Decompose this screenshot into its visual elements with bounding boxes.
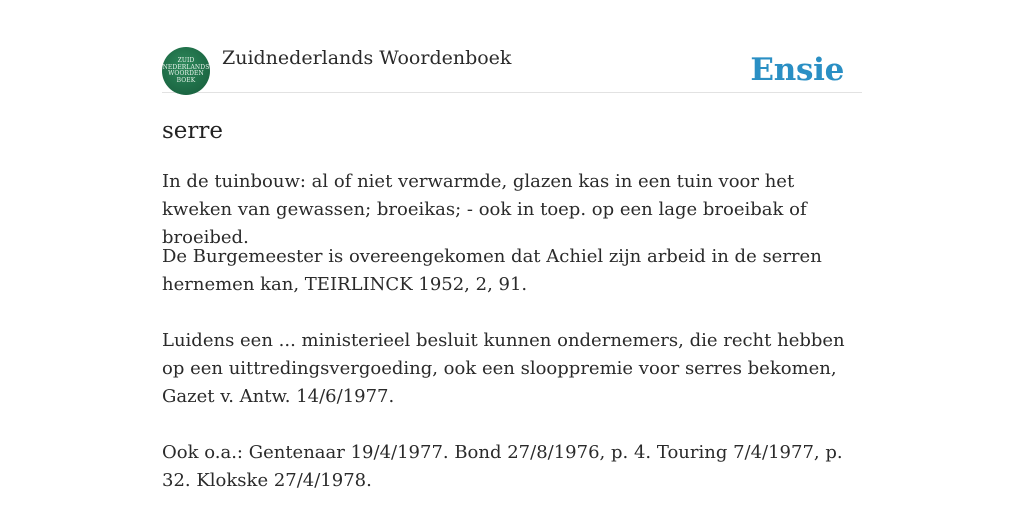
example-references: Ook o.a.: Gentenaar 19/4/1977. Bond 27/8/1976, p. 4. Touring 7/4/1977, p. 32. Klokske 27/4/1978. bbox=[162, 442, 843, 491]
ensie-brand-link[interactable]: Ensie bbox=[750, 52, 844, 88]
examples-section bbox=[162, 243, 862, 523]
definition-text: In de tuinbouw: al of niet verwarmde, glazen kas in een tuin voor het kweken van gewassen; broeikas; - ook in toep. op een lage broeibak of broeibed. bbox=[162, 171, 807, 248]
logo-text-line-1: ZUID bbox=[177, 57, 195, 64]
header bbox=[162, 0, 862, 93]
dictionary-name-link[interactable]: Zuidnederlands Woordenboek bbox=[222, 47, 512, 69]
logo-text-line-4: BOEK bbox=[176, 76, 196, 84]
dictionary-logo[interactable] bbox=[162, 47, 210, 95]
entry-card bbox=[162, 0, 862, 491]
logo-text-line-2: NEDERLANDS bbox=[162, 63, 210, 71]
headword: serre bbox=[162, 118, 224, 144]
example-quote-2: Luidens een ... ministerieel besluit kunnen ondernemers, die recht hebben op een uittredingsvergoeding, ook een slooppremie voor serres bekomen, Gazet v. Antw. 14/6/1977. bbox=[162, 330, 845, 407]
example-quote-1: De Burgemeester is overeengekomen dat Achiel zijn arbeid in de serren hernemen kan, TEIRLINCK 1952, 2, 91. bbox=[162, 246, 822, 295]
logo-text-line-3: WOORDEN bbox=[168, 70, 204, 77]
